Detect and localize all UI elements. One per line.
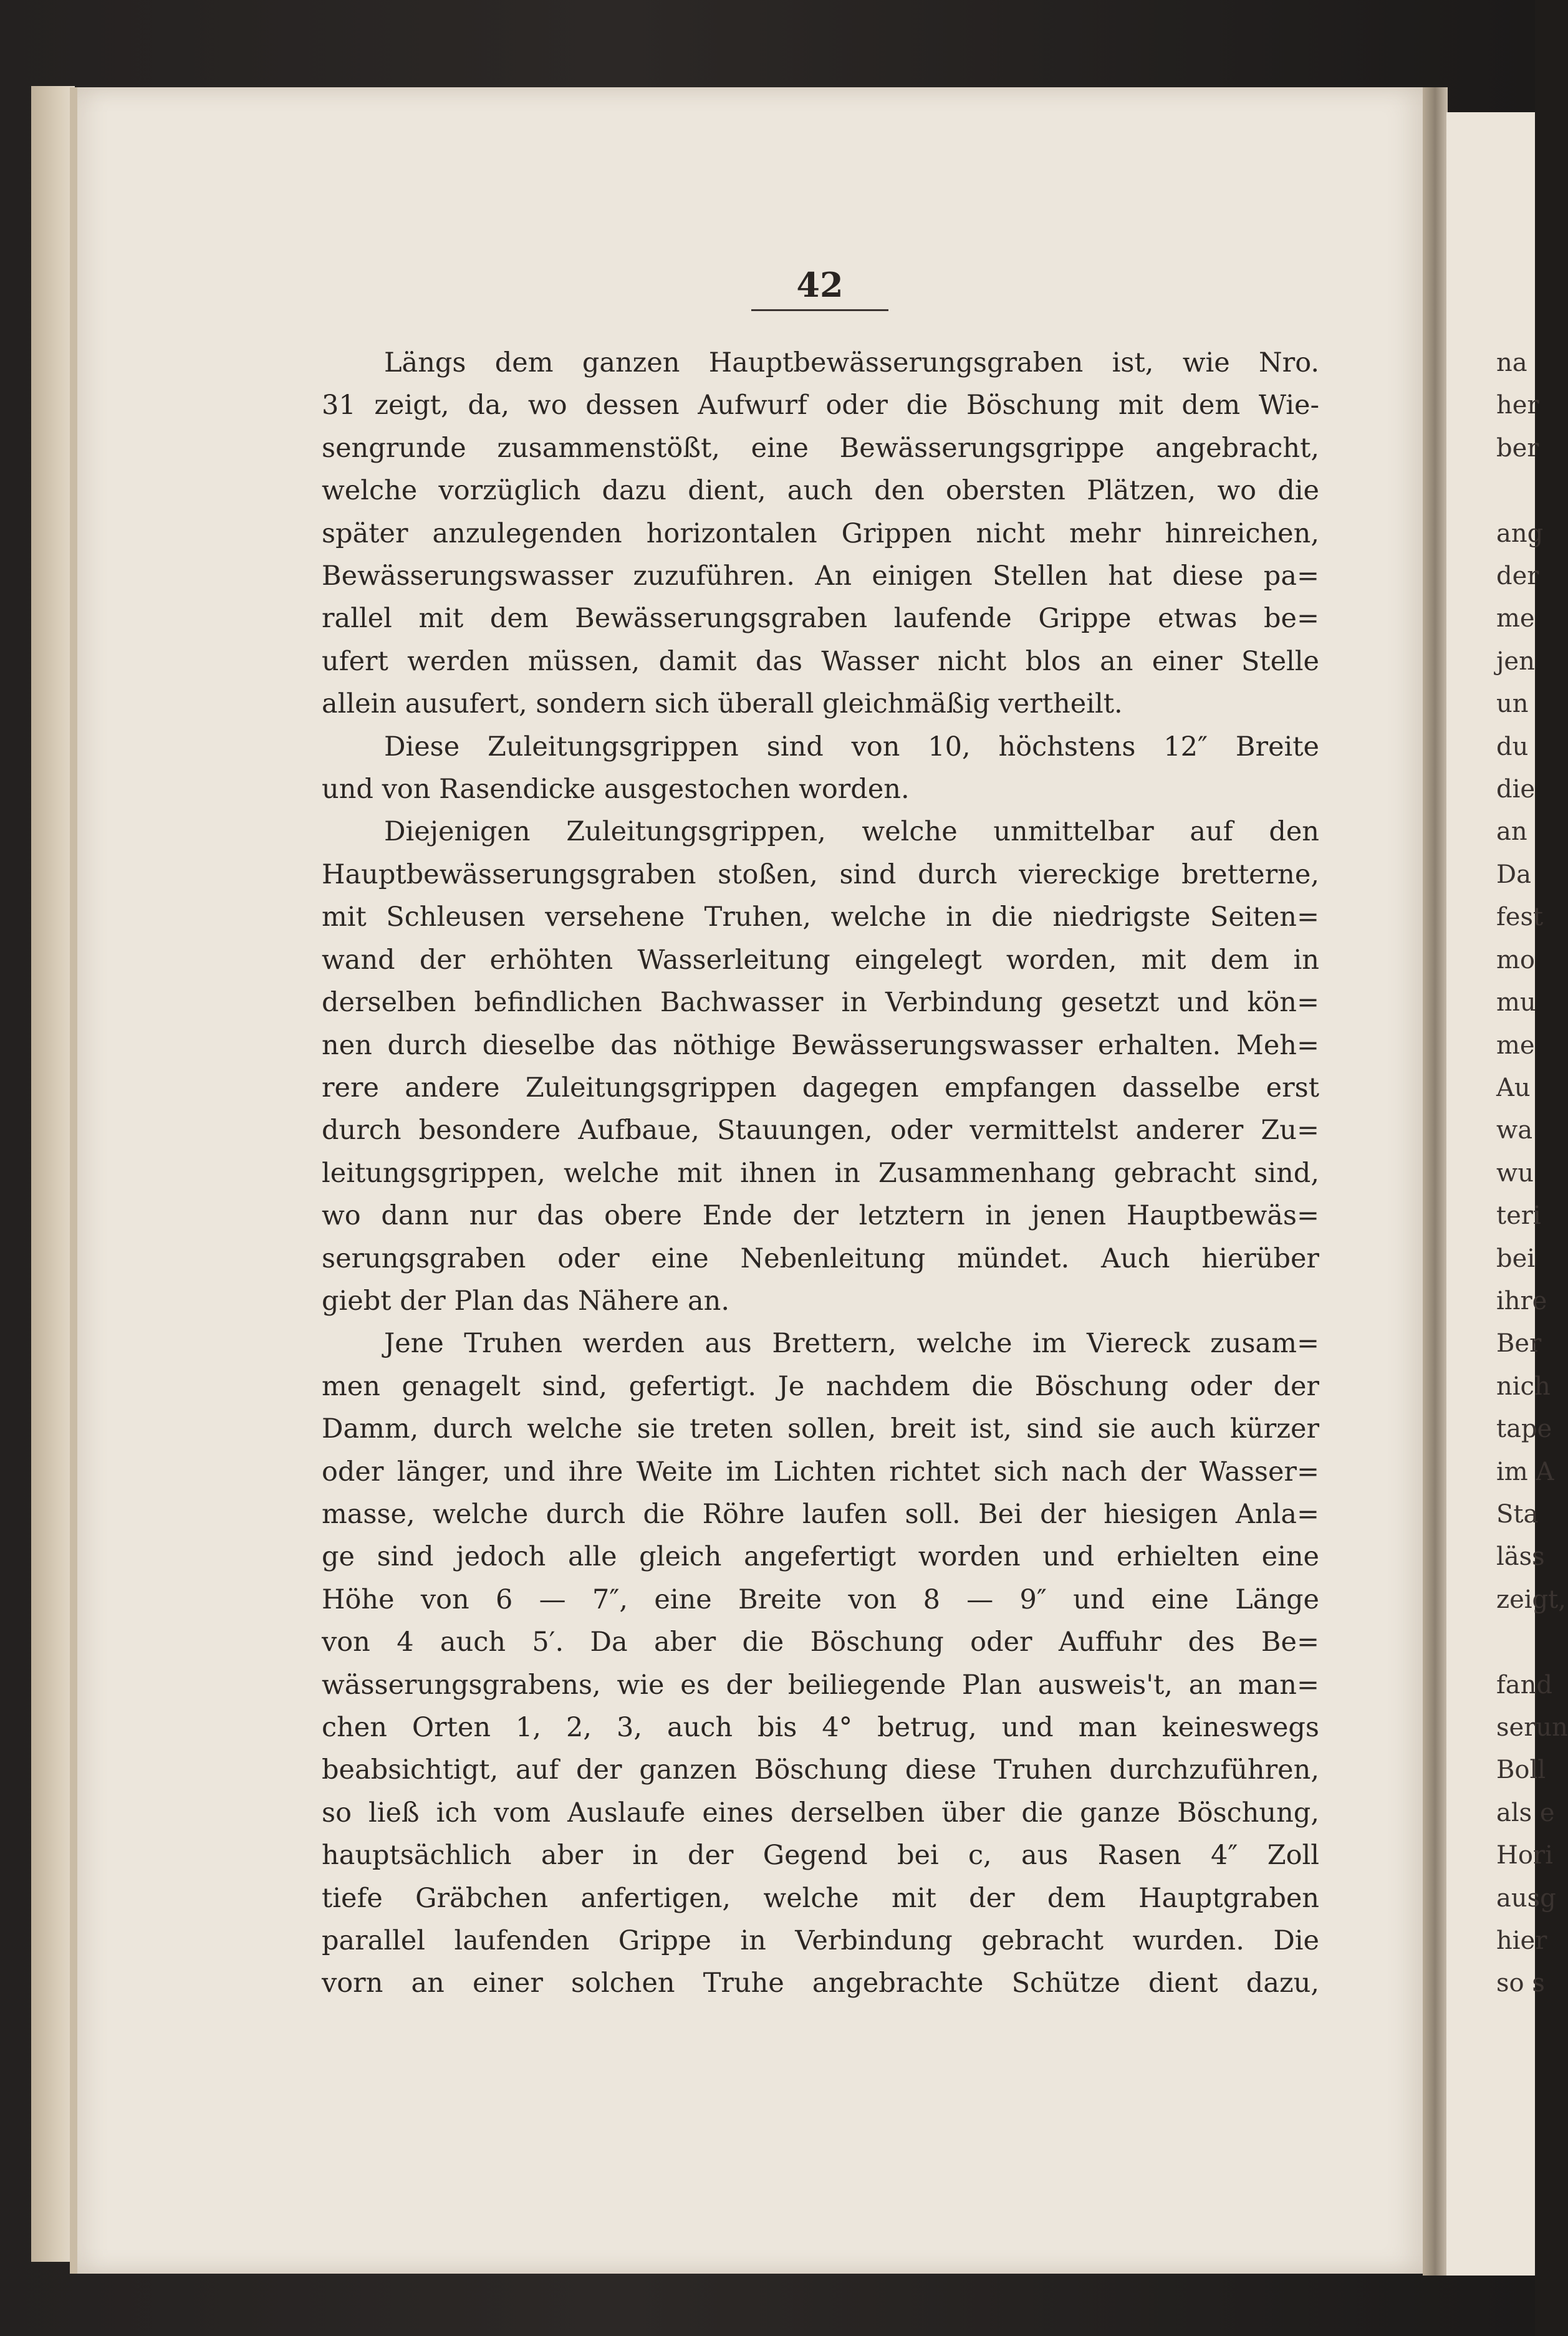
text-line: hauptsächlich aber in der Gegend bei c, aus Rasen 4″ Zoll <box>322 1840 1319 1872</box>
adjacent-fragment: als e <box>1496 1798 1555 1827</box>
adjacent-fragment: bei <box>1496 1244 1536 1273</box>
adjacent-fragment: zeigt, <box>1496 1585 1566 1614</box>
adjacent-fragment: im A <box>1496 1457 1554 1486</box>
text-line: allein ausufert, sondern sich überall gleichmäßig vertheilt. <box>322 688 1123 720</box>
text-line: Hauptbewässerungsgraben stoßen, sind durch viereckige bretterne, <box>322 858 1319 890</box>
adjacent-fragment <box>1496 469 1535 512</box>
text-line: mit Schleusen versehene Truhen, welche in die niedrigste Seiten= <box>322 901 1319 933</box>
text-line: wand der erhöhten Wasserleitung eingelegt worden, mit dem in <box>322 944 1319 976</box>
adjacent-fragment: ang <box>1496 519 1544 548</box>
adjacent-fragment: läss <box>1496 1542 1545 1572</box>
adjacent-fragment: Au <box>1496 1073 1531 1102</box>
text-line: ufert werden müssen, damit das Wasser nicht blos an einer Stelle <box>322 645 1319 677</box>
text-line: durch besondere Aufbaue, Stauungen, oder vermittelst anderer Zu= <box>322 1115 1319 1146</box>
page-number: 42 <box>796 265 844 305</box>
adjacent-page-text <box>1496 342 1568 2005</box>
adjacent-fragment: so s <box>1496 1969 1545 1998</box>
adjacent-fragment: ber <box>1496 433 1539 463</box>
text-line: giebt der Plan das Nähere an. <box>322 1285 730 1317</box>
text-line: später anzulegenden horizontalen Grippen nicht mehr hinreichen, <box>322 517 1319 549</box>
text-line: wässerungsgrabens, wie es der beiliegende Plan ausweis't, an man= <box>322 1669 1319 1701</box>
text-line: und von Rasendicke ausgestochen worden. <box>322 774 910 805</box>
text-line: men genagelt sind, gefertigt. Je nachdem die Böschung oder der <box>322 1370 1319 1402</box>
adjacent-fragment: an <box>1496 817 1527 847</box>
body-text <box>322 342 1319 2005</box>
book-gutter <box>1423 87 1448 2276</box>
adjacent-fragment: un <box>1496 690 1529 719</box>
text-line: Jene Truhen werden aus Brettern, welche im Viereck zusam= <box>384 1328 1319 1360</box>
text-line: rere andere Zuleitungsgrippen dagegen empfangen dasselbe erst <box>322 1072 1319 1103</box>
text-line: so ließ ich vom Auslaufe eines derselben über die ganze Böschung, <box>322 1797 1319 1829</box>
text-line: leitungsgrippen, welche mit ihnen in Zusammenhang gebracht sind, <box>322 1157 1319 1189</box>
adjacent-fragment: Sta <box>1496 1499 1539 1529</box>
text-line: parallel laufenden Grippe in Verbindung gebracht wurden. Die <box>322 1925 1319 1957</box>
text-line: Damm, durch welche sie treten sollen, breit ist, sind sie auch kürzer <box>322 1413 1319 1445</box>
adjacent-fragment: wa <box>1496 1116 1533 1145</box>
adjacent-fragment: fand <box>1496 1670 1553 1699</box>
adjacent-fragment: mu <box>1496 988 1536 1017</box>
adjacent-fragment: wu <box>1496 1158 1534 1188</box>
text-line: chen Orten 1, 2, 3, auch bis 4° betrug, und man keineswegs <box>322 1712 1319 1743</box>
adjacent-fragment <box>1496 1621 1535 1663</box>
adjacent-fragment: nich <box>1496 1372 1551 1401</box>
text-line: 31 zeigt, da, wo dessen Aufwurf oder die Böschung mit dem Wie- <box>322 390 1319 421</box>
text-line: von 4 auch 5′. Da aber die Böschung oder Auffuhr des Be= <box>322 1627 1319 1658</box>
text-line: serungsgraben oder eine Nebenleitung mündet. Auch hierüber <box>322 1243 1319 1274</box>
adjacent-fragment: Ber <box>1496 1329 1542 1358</box>
text-line: Diese Zuleitungsgrippen sind von 10, höchstens 12″ Breite <box>384 731 1319 762</box>
adjacent-fragment: hier <box>1496 1926 1547 1956</box>
text-line: vorn an einer solchen Truhe angebrachte Schütze dient dazu, <box>322 1968 1319 1999</box>
adjacent-fragment: teri <box>1496 1201 1541 1231</box>
adjacent-fragment: me <box>1496 1031 1535 1060</box>
adjacent-fragment: me <box>1496 604 1535 633</box>
adjacent-fragment: ihre <box>1496 1286 1547 1315</box>
adjacent-fragment: Da <box>1496 860 1531 889</box>
adjacent-fragment: du <box>1496 732 1529 761</box>
adjacent-fragment: na <box>1496 348 1527 377</box>
adjacent-fragment: Boll <box>1496 1756 1546 1785</box>
adjacent-fragment: jen <box>1496 646 1535 676</box>
adjacent-fragment: mo <box>1496 945 1536 974</box>
text-line: nen durch dieselbe das nöthige Bewässerungswasser erhalten. Meh= <box>322 1029 1319 1061</box>
page-number-rule <box>751 309 888 311</box>
text-line: sengrunde zusammenstößt, eine Bewässerungsgrippe angebracht, <box>322 432 1319 464</box>
adjacent-fragment: der <box>1496 562 1539 591</box>
adjacent-fragment: die <box>1496 775 1536 804</box>
text-line: derselben befindlichen Bachwasser in Verbindung gesetzt und kön= <box>322 987 1319 1019</box>
text-line: rallel mit dem Bewässerungsgraben laufende Grippe etwas be= <box>322 603 1319 635</box>
text-line: Höhe von 6 — 7″, eine Breite von 8 — 9″ und eine Länge <box>322 1584 1319 1615</box>
adjacent-fragment: fest <box>1496 903 1544 932</box>
adjacent-fragment: her <box>1496 391 1539 420</box>
text-line: Längs dem ganzen Hauptbewässerungsgraben ist, wie Nro. <box>384 347 1319 378</box>
text-line: Bewässerungswasser zuzuführen. An einigen Stellen hat diese pa= <box>322 560 1319 592</box>
page-stack-edge <box>31 86 75 2262</box>
adjacent-fragment: ausg <box>1496 1883 1556 1913</box>
adjacent-fragment: Hori <box>1496 1841 1553 1870</box>
adjacent-fragment: serun <box>1496 1713 1568 1742</box>
text-line: welche vorzüglich dazu dient, auch den obersten Plätzen, wo die <box>322 475 1319 507</box>
text-line: beabsichtigt, auf der ganzen Böschung diese Truhen durchzuführen, <box>322 1754 1319 1786</box>
adjacent-fragment: tape <box>1496 1415 1552 1444</box>
text-line: masse, welche durch die Röhre laufen soll. Bei der hiesigen Anla= <box>322 1498 1319 1530</box>
text-line: wo dann nur das obere Ende der letztern in jenen Hauptbewäs= <box>322 1200 1319 1232</box>
text-line: ge sind jedoch alle gleich angefertigt worden und erhielten eine <box>322 1541 1319 1573</box>
text-line: tiefe Gräbchen anfertigen, welche mit der dem Hauptgraben <box>322 1882 1319 1914</box>
text-line: oder länger, und ihre Weite im Lichten richtet sich nach der Wasser= <box>322 1456 1319 1488</box>
text-line: Diejenigen Zuleitungsgrippen, welche unmittelbar auf den <box>384 816 1319 848</box>
